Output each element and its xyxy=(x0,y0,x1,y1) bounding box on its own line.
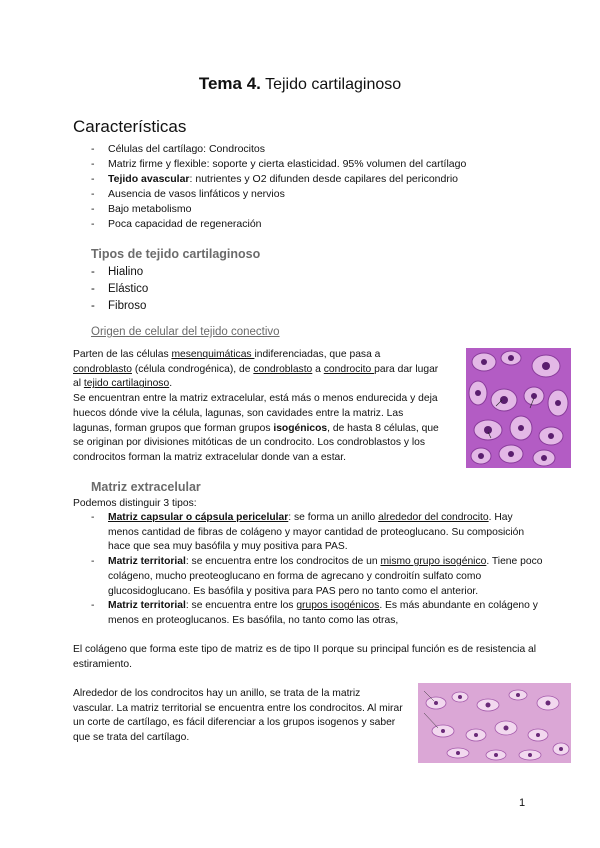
collagen-paragraph: El colágeno que forma este tipo de matriz es de tipo II porque su principal función es de resistencia al estiramiento. xyxy=(73,644,537,670)
matrix-heading: Matriz extracelular xyxy=(91,480,201,494)
list-item: - Células del cartílago: Condrocitos xyxy=(73,142,573,157)
list-item: - Matriz territorial: se encuentra entre los grupos isogénicos. Es más abundante en colágeno y menos en proteoglucanos. Es basófila, no tanto como las otras, xyxy=(73,599,543,628)
matrix-types-list xyxy=(73,511,543,629)
list-item: - Matriz firme y flexible: soporte y cierta elasticidad. 95% volumen del cartílago xyxy=(73,157,573,172)
list-item: - Matriz territorial: se encuentra entre los condrocitos de un mismo grupo isogénico. Tiene poco colágeno, mucho preoteoglucano en forma de agrecano y condroitín sulfato como glucosidoglucano. Es basófila y positiva para PAS pero no tanto como el anterior. xyxy=(73,555,543,599)
list-item: - Poca capacidad de regeneración xyxy=(73,217,573,232)
list-item: - Tejido avascular: nutrientes y O2 difunden desde capilares del pericondrio xyxy=(73,172,573,187)
list-item: - Hialino xyxy=(73,264,148,281)
types-list xyxy=(73,264,148,315)
list-item: - Ausencia de vasos linfáticos y nervios xyxy=(73,187,573,202)
section-heading-caracteristicas: Características xyxy=(73,117,187,136)
types-heading: Tipos de tejido cartilaginoso xyxy=(91,247,261,261)
cartilage-section-micrograph xyxy=(418,683,571,763)
page-number: 1 xyxy=(519,797,526,809)
origin-heading: Origen de celular del tejido conectivo xyxy=(91,326,280,338)
matrix-intro: Podemos distinguir 3 tipos: xyxy=(73,498,197,509)
origin-paragraph: Parten de las células mesenquimáticas indiferenciadas, que pasa a condroblasto (célula condrogénica), de condroblasto a condrocito para dar lugar al tejido cartilaginoso. Se encuentran entre la matriz extracelular, está más o menos endurecida y deja huecos dónde vive la célula, lagunas, son cavidades entre la matriz. Las lagunas, forman grupos que forman grupos isogénicos, de hasta 8 células, que se originan por divisiones mitóticas de un condrocito. Los condroblastos y los condrocitos forman la matriz extracelular donde van a estar. xyxy=(73,349,439,463)
list-item: - Matriz capsular o cápsula pericelular: se forma un anillo alrededor del condrocito. Hay menos cantidad de fibras de colágeno y mayor cantidad de proteoglucano. Su composición hace que sea muy basófila y muy positiva para PAS. xyxy=(73,511,543,555)
around-paragraph: Alrededor de los condrocitos hay un anillo, se trata de la matriz vascular. La matriz territorial se encuentra entre los condrocitos. Al mirar un corte de cartílago, es fácil diferenciar a los grupos isogenos y saber que se trata del cartílago. xyxy=(73,688,403,744)
characteristics-list xyxy=(73,142,573,232)
list-item: - Elástico xyxy=(73,281,148,298)
page-title: Tema 4. Tejido cartilaginoso xyxy=(198,74,402,93)
list-item: - Fibroso xyxy=(73,298,148,315)
list-item: - Bajo metabolismo xyxy=(73,202,573,217)
hyaline-cartilage-micrograph xyxy=(466,348,571,468)
